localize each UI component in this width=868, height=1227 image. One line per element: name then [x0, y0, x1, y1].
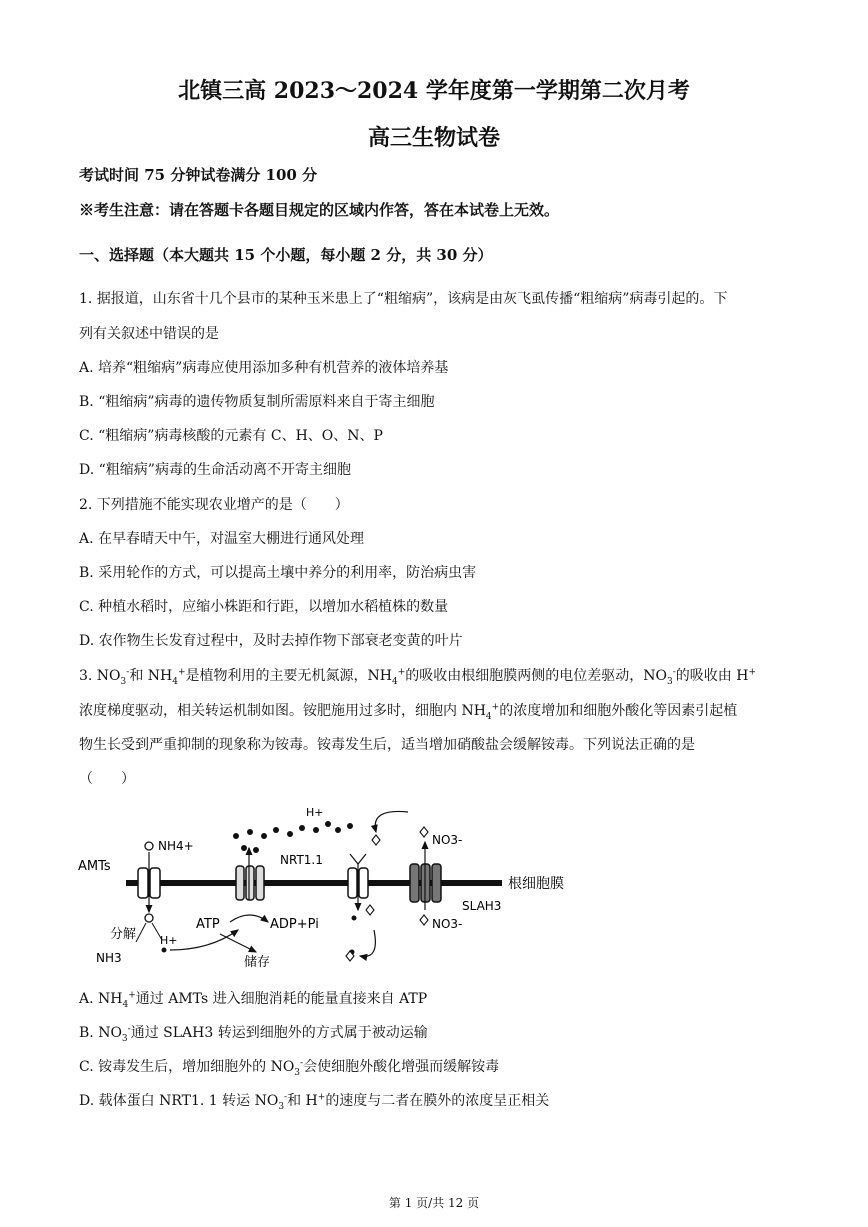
- page-footer: 第 1 页/共 12 页: [388, 1196, 480, 1210]
- q1-option-a: A. 培养“粗缩病”病毒应使用添加多种有机营养的液体培养基: [79, 360, 449, 376]
- decompose-label: 分解: [110, 927, 137, 942]
- q3-option-c: C. 铵毒发生后，增加细胞外的 $NO_3^-$会使细胞外酸化增强而缓解铵毒: [79, 1058, 500, 1078]
- q3-stem-line3: 物生长受到严重抑制的现象称为铵毒。铵毒发生后，适当增加硝酸盐会缓解铵毒。下列说法正确的是: [79, 737, 695, 753]
- q3-stem-line2: 浓度梯度驱动，相关转运机制如图。铵肥施用过多时，细胞内 $NH_4^+$的浓度增加和细胞外酸化等因素引起植: [79, 702, 738, 722]
- storage-label: 储存: [244, 955, 271, 970]
- nh4-marker: [145, 842, 153, 850]
- amts-label: AMTs: [78, 859, 111, 874]
- section-heading: 一、选择题（本大题共 15 个小题，每小题 2 分，共 30 分）: [79, 246, 493, 264]
- no3-top-label: NO3-: [432, 833, 463, 847]
- q1-stem-line1: 1. 据报道，山东省十几个县市的某种玉米患上了“粗缩病”，该病是由灰飞虱传播“粗缩病”病毒引起的。下: [79, 291, 728, 307]
- exam-notice: ※考生注意：请在答题卡各题目规定的区域内作答，答在本试卷上无效。: [79, 201, 560, 219]
- q3-option-b: B. $NO_3^-$通过 SLAH3 转运到细胞外的方式属于被动运输: [79, 1024, 428, 1044]
- nh3-label: NH3: [96, 951, 122, 965]
- h-plus-top-label: H+: [306, 806, 324, 819]
- q1-option-c: C. “粗缩病”病毒核酸的元素有 C、H、O、N、P: [79, 428, 383, 444]
- q2-stem: 2. 下列措施不能实现农业增产的是（ ）: [79, 497, 349, 513]
- nrt-label: NRT1.1: [280, 853, 323, 867]
- transport-diagram: [70, 800, 610, 980]
- q3-option-a: A. $NH_4^+$通过 AMTs 进入细胞消耗的能量直接来自 ATP: [79, 990, 428, 1010]
- q2-option-a: A. 在早春晴天中午，对温室大棚进行通风处理: [79, 531, 365, 547]
- adp-label: ADP+Pi: [270, 917, 319, 932]
- h-plus-low-label: H+: [160, 934, 178, 947]
- exam-subtitle: 高三生物试卷: [367, 125, 500, 151]
- atp-label: ATP: [196, 917, 220, 932]
- nh4-label: NH4+: [158, 839, 194, 853]
- membrane-label: 根细胞膜: [508, 876, 564, 892]
- q1-option-b: B. “粗缩病”病毒的遗传物质复制所需原料来自于寄主细胞: [79, 394, 435, 410]
- proton-pump: [236, 866, 264, 900]
- q3-stem-line1: 3. $NO_3^-$和 $NH_4^+$是植物利用的主要无机氮源，$NH_4^+$的吸收由根细胞膜两侧的电位差驱动，$NO_3^-$的吸收由 H+: [79, 667, 757, 687]
- slah3-label: SLAH3: [462, 899, 502, 913]
- q3-option-d: D. 载体蛋白 NRT1. 1 转运 $NO_3^-$和 H+的速度与二者在膜外的浓度呈正相关: [79, 1092, 550, 1112]
- q3-stem-line4: （ ）: [79, 771, 135, 787]
- q1-stem-line2: 列有关叙述中错误的是: [79, 326, 219, 342]
- exam-time-score: 考试时间 75 分钟试卷满分 100 分: [79, 166, 318, 184]
- q1-option-d: D. “粗缩病”病毒的生命活动离不开寄主细胞: [79, 462, 351, 478]
- q2-option-d: D. 农作物生长发育过程中，及时去掉作物下部衰老变黄的叶片: [79, 633, 463, 649]
- exam-title: 北镇三高 2023～2024 学年度第一学期第二次月考: [178, 78, 690, 104]
- q2-option-b: B. 采用轮作的方式，可以提高土壤中养分的利用率，防治病虫害: [79, 565, 477, 581]
- no3-bottom-label: NO3-: [432, 917, 463, 931]
- q2-option-c: C. 种植水稻时，应缩小株距和行距，以增加水稻植株的数量: [79, 599, 449, 615]
